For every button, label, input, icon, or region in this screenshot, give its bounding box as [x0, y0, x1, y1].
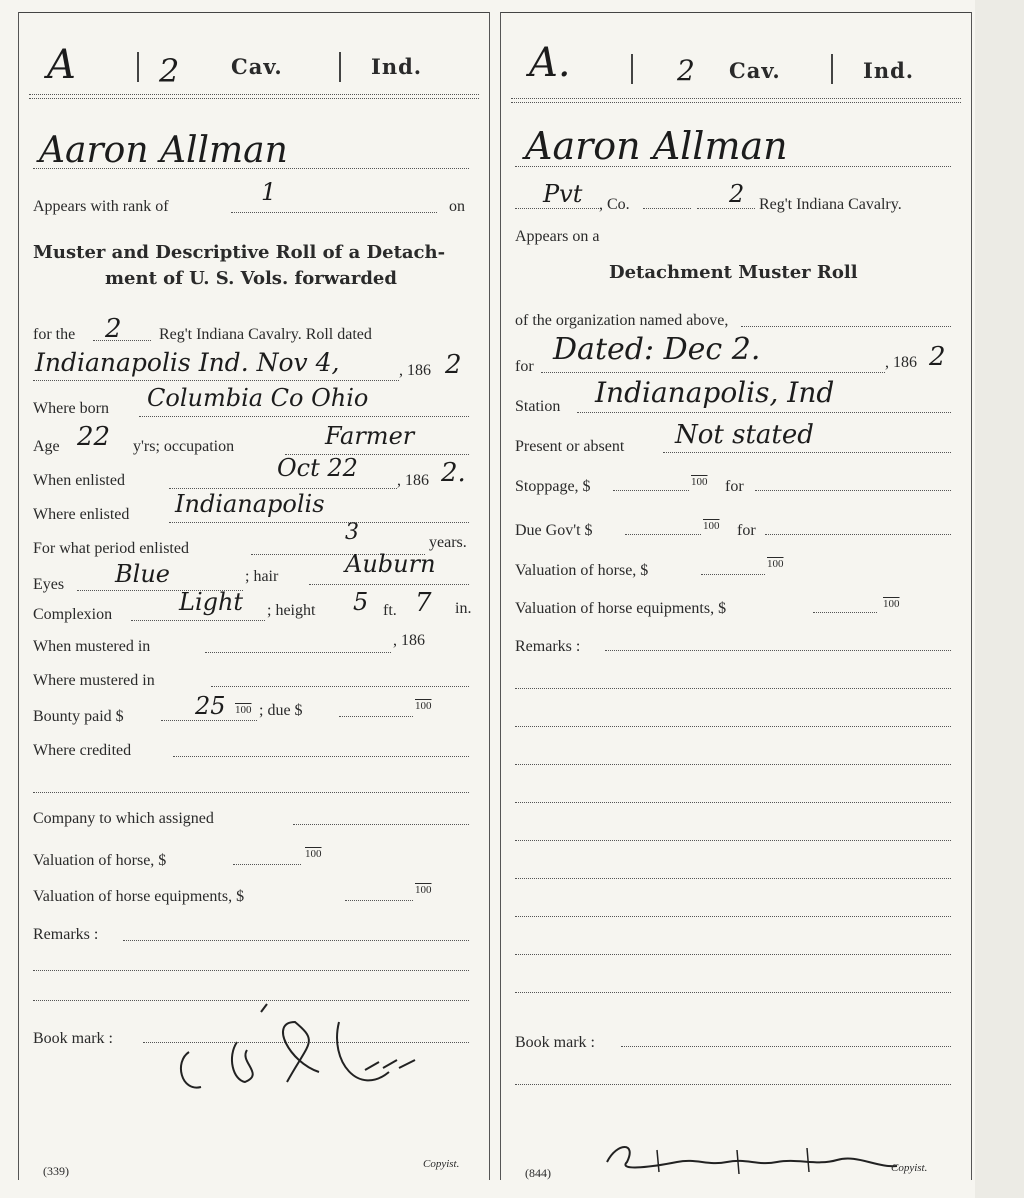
when-enlisted-line: [169, 488, 397, 489]
occupation-value: Farmer: [325, 422, 415, 450]
remarks-line: [605, 650, 951, 651]
header-rule: [511, 102, 961, 103]
valuation-horse-hundredths: 100: [767, 558, 784, 570]
remarks-line-3: [33, 1000, 469, 1001]
form-number: (339): [43, 1164, 69, 1178]
regiment-roll-dated: Reg't Indiana Cavalry. Roll dated: [159, 326, 372, 343]
stoppage-for-label: for: [725, 478, 744, 495]
year-label: , 186: [885, 354, 917, 371]
valuation-horse-hundredths: 100: [305, 848, 322, 860]
where-mustered-label: Where mustered in: [33, 672, 155, 689]
where-enlisted-label: Where enlisted: [33, 506, 130, 523]
company-letter: A.: [529, 40, 571, 86]
header-rule: [29, 98, 479, 99]
age-value: 22: [77, 422, 111, 452]
present-absent-label: Present or absent: [515, 438, 625, 455]
bounty-line: [161, 720, 257, 721]
detachment-muster-card: [500, 12, 972, 1180]
when-mustered-year: , 186: [393, 632, 425, 649]
remarks-line-7: [515, 878, 951, 879]
copyist-signature: [169, 1002, 469, 1102]
card-top-border: [501, 12, 971, 13]
appears-on-label: Appears on a: [515, 228, 600, 245]
rank-value: Pvt: [543, 180, 583, 208]
remarks-label: Remarks :: [33, 926, 99, 943]
valuation-equipment-line: [813, 612, 877, 613]
for-value: Dated: Dec 2.: [553, 332, 761, 367]
complexion-line: [131, 620, 265, 621]
where-mustered-line: [211, 686, 469, 687]
soldier-name: Aaron Allman: [39, 130, 288, 171]
where-credited-line: [173, 756, 469, 757]
bounty-label: Bounty paid $: [33, 708, 124, 725]
roll-dated-line: [33, 380, 399, 381]
for-line: [541, 372, 885, 373]
copyist-label: Copyist.: [891, 1162, 928, 1174]
stoppage-hundredths: 100: [691, 476, 708, 488]
for-label: for: [515, 358, 534, 375]
hair-label: ; hair: [245, 568, 279, 585]
due-line: [339, 716, 413, 717]
remarks-line-6: [515, 840, 951, 841]
feet-label: ft.: [383, 602, 397, 619]
remarks-label: Remarks :: [515, 638, 581, 655]
where-enlisted-value: Indianapolis: [175, 490, 325, 518]
regiment-number: 2: [159, 52, 180, 90]
cavalry-label: Cav.: [729, 58, 781, 83]
book-mark-label: Book mark :: [33, 1030, 113, 1047]
valuation-horse-label: Valuation of horse, $: [515, 562, 649, 579]
valuation-horse-line: [233, 864, 301, 865]
period-label: For what period enlisted: [33, 540, 189, 557]
header-rule: [511, 98, 961, 99]
stoppage-label: Stoppage, $: [515, 478, 591, 495]
due-govt-line: [625, 534, 701, 535]
where-born-line: [139, 416, 469, 417]
book-mark-line-2: [515, 1084, 951, 1085]
when-enlisted-year-digit: 2.: [441, 458, 466, 488]
roll-year: , 186: [399, 362, 431, 379]
adjacent-card-edge: [975, 0, 1024, 1198]
remarks-line-8: [515, 916, 951, 917]
copyist-signature: [597, 1122, 907, 1182]
eyes-label: Eyes: [33, 576, 65, 593]
station-value: Indianapolis, Ind: [595, 376, 835, 409]
header-rule: [29, 94, 479, 95]
state-label: Ind.: [863, 58, 915, 83]
hair-value: Auburn: [345, 550, 436, 578]
valuation-equipment-label: Valuation of horse equipments, $: [33, 888, 245, 905]
where-born-value: Columbia Co Ohio: [147, 384, 369, 412]
stoppage-line: [613, 490, 689, 491]
regiment-line: [697, 208, 755, 209]
rank-line: [231, 212, 437, 213]
remarks-line-4: [515, 764, 951, 765]
organization-label: of the organization named above,: [515, 312, 729, 329]
header-separator: [339, 52, 341, 82]
book-mark-line: [621, 1046, 951, 1047]
years-label: years.: [429, 534, 467, 551]
hair-line: [309, 584, 469, 585]
company-letter: A: [47, 42, 76, 88]
where-enlisted-line: [169, 522, 469, 523]
valuation-equipment-line: [345, 900, 413, 901]
regiment-value: 2: [729, 180, 745, 208]
due-govt-label: Due Gov't $: [515, 522, 593, 539]
valuation-equipment-label: Valuation of horse equipments, $: [515, 600, 727, 617]
descriptive-roll-card: [18, 12, 490, 1180]
due-govt-for-label: for: [737, 522, 756, 539]
where-credited-line-2: [33, 792, 469, 793]
rank-value: 1: [261, 178, 277, 206]
soldier-name: Aaron Allman: [525, 124, 788, 168]
roll-title: Detachment Muster Roll: [609, 262, 858, 283]
header-separator: [631, 54, 633, 84]
station-line: [577, 412, 951, 413]
state-label: Ind.: [371, 54, 423, 79]
regiment-label: Reg't Indiana Cavalry.: [759, 196, 902, 213]
name-line: [515, 166, 951, 167]
roll-dated-value: Indianapolis Ind. Nov 4,: [35, 348, 340, 377]
bounty-value: 25: [195, 692, 226, 720]
bounty-hundredths: 100: [235, 704, 252, 716]
complexion-value: Light: [179, 588, 244, 616]
when-mustered-label: When mustered in: [33, 638, 151, 655]
age-label: Age: [33, 438, 60, 455]
remarks-line-2: [515, 688, 951, 689]
due-govt-hundredths: 100: [703, 520, 720, 532]
due-label: ; due $: [259, 702, 303, 719]
present-absent-line: [663, 452, 951, 453]
remarks-line-9: [515, 954, 951, 955]
where-credited-label: Where credited: [33, 742, 132, 759]
due-hundredths: 100: [415, 700, 432, 712]
for-the-line: [93, 340, 151, 341]
eyes-value: Blue: [115, 560, 170, 588]
header-separator: [831, 54, 833, 84]
where-born-label: Where born: [33, 400, 109, 417]
when-enlisted-year: , 186: [397, 472, 429, 489]
company-assigned-line: [293, 824, 469, 825]
complexion-label: Complexion: [33, 606, 113, 623]
present-absent-value: Not stated: [675, 420, 814, 450]
height-inches-value: 7: [415, 588, 432, 618]
when-mustered-line: [205, 652, 391, 653]
when-enlisted-label: When enlisted: [33, 472, 125, 489]
for-the-value: 2: [105, 314, 122, 344]
period-value: 3: [345, 520, 359, 545]
height-feet-value: 5: [353, 588, 369, 616]
roll-title-line-2: ment of U. S. Vols. forwarded: [105, 268, 397, 289]
height-label: ; height: [267, 602, 316, 619]
organization-line: [741, 326, 951, 327]
year-digit: 2: [929, 342, 946, 372]
inches-label: in.: [455, 600, 472, 617]
when-enlisted-value: Oct 22: [277, 454, 358, 482]
station-label: Station: [515, 398, 561, 415]
rank-label: Appears with rank of: [33, 198, 169, 215]
copyist-label: Copyist.: [423, 1158, 460, 1170]
remarks-line-3: [515, 726, 951, 727]
years-occupation-label: y'rs; occupation: [133, 438, 235, 455]
remarks-line: [123, 940, 469, 941]
stoppage-for-line: [755, 490, 951, 491]
company-label: , Co.: [599, 196, 630, 213]
for-the-label: for the: [33, 326, 76, 343]
name-line: [33, 168, 469, 169]
valuation-horse-label: Valuation of horse, $: [33, 852, 167, 869]
company-assigned-label: Company to which assigned: [33, 810, 214, 827]
company-line: [643, 208, 691, 209]
card-top-border: [19, 12, 489, 13]
roll-title-line-1: Muster and Descriptive Roll of a Detach-: [33, 242, 446, 263]
remarks-line-5: [515, 802, 951, 803]
valuation-horse-line: [701, 574, 765, 575]
valuation-equipment-hundredths: 100: [415, 884, 432, 896]
remarks-line-2: [33, 970, 469, 971]
rank-line: [515, 208, 599, 209]
due-govt-for-line: [765, 534, 951, 535]
remarks-line-10: [515, 992, 951, 993]
header-separator: [137, 52, 139, 82]
rank-on: on: [449, 198, 465, 215]
valuation-equipment-hundredths: 100: [883, 598, 900, 610]
regiment-number: 2: [677, 54, 695, 87]
cavalry-label: Cav.: [231, 54, 283, 79]
roll-year-digit: 2: [445, 350, 462, 380]
form-number: (844): [525, 1166, 551, 1180]
book-mark-label: Book mark :: [515, 1034, 595, 1051]
